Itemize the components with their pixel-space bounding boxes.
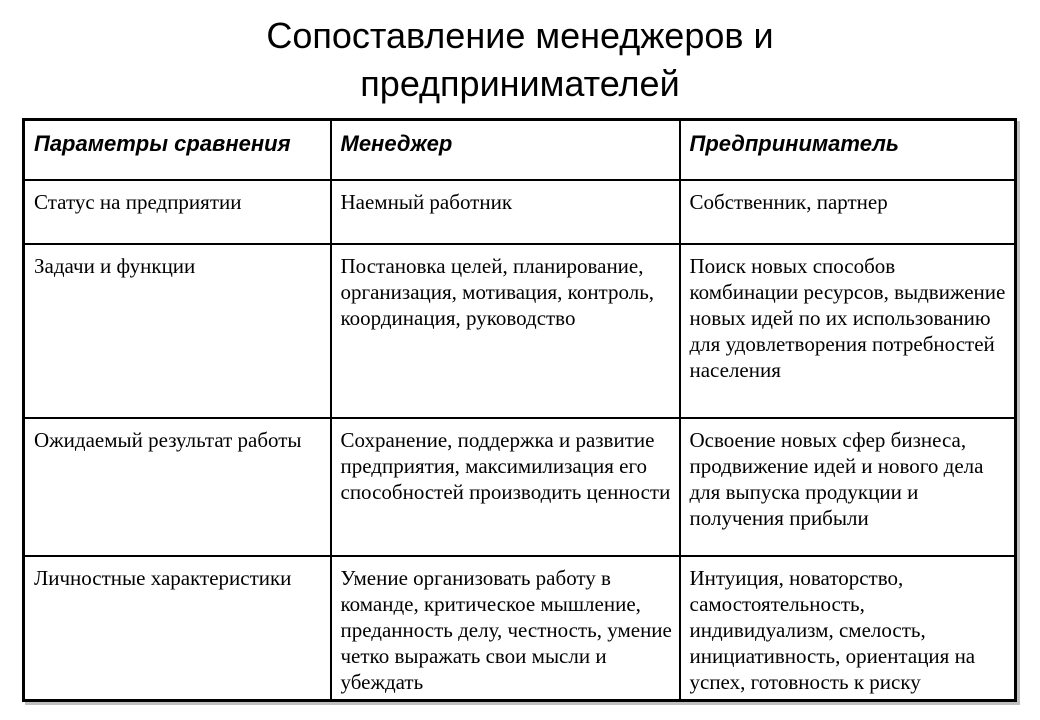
cell-manager-value: Наемный работник: [331, 180, 680, 244]
cell-manager-value: Постановка целей, планирование, организация, мотивация, контроль, координация, руководство: [331, 244, 680, 418]
table-row-expected-result: [24, 418, 1016, 556]
cell-parameter: Задачи и функции: [24, 244, 331, 418]
table-row-personal-characteristics: [24, 556, 1016, 701]
page-title-line-1: Сопоставление менеджеров и: [266, 15, 774, 56]
cell-entrepreneur-value: Поиск новых способов комбинации ресурсов, выдвижение новых идей по их использованию для удовлетворения потребностей населения: [680, 244, 1016, 418]
page-title: [0, 12, 1040, 108]
comparison-table: [22, 118, 1017, 702]
cell-parameter: Ожидаемый результат работы: [24, 418, 331, 556]
cell-entrepreneur-value: Интуиция, новаторство, самостоятельность, индивидуализм, смелость, инициативность, ориентация на успех, готовность к риску: [680, 556, 1016, 701]
cell-manager-value: Сохранение, поддержка и развитие предприятия, максимилизация его способностей производить ценности: [331, 418, 680, 556]
cell-parameter: Статус на предприятии: [24, 180, 331, 244]
header-manager: Менеджер: [331, 120, 680, 180]
table-header-row: [24, 120, 1016, 180]
cell-parameter: Личностные характеристики: [24, 556, 331, 701]
table-row-status: [24, 180, 1016, 244]
cell-manager-value: Умение организовать работу в команде, критическое мышление, преданность делу, честность, умение четко выражать свои мысли и убеждать: [331, 556, 680, 701]
table-row-tasks-functions: [24, 244, 1016, 418]
header-comparison-parameters: Параметры сравнения: [24, 120, 331, 180]
page-title-line-2: предпринимателей: [360, 63, 680, 104]
header-entrepreneur: Предприниматель: [680, 120, 1016, 180]
cell-entrepreneur-value: Собственник, партнер: [680, 180, 1016, 244]
cell-entrepreneur-value: Освоение новых сфер бизнеса, продвижение идей и нового дела для выпуска продукции и получения прибыли: [680, 418, 1016, 556]
